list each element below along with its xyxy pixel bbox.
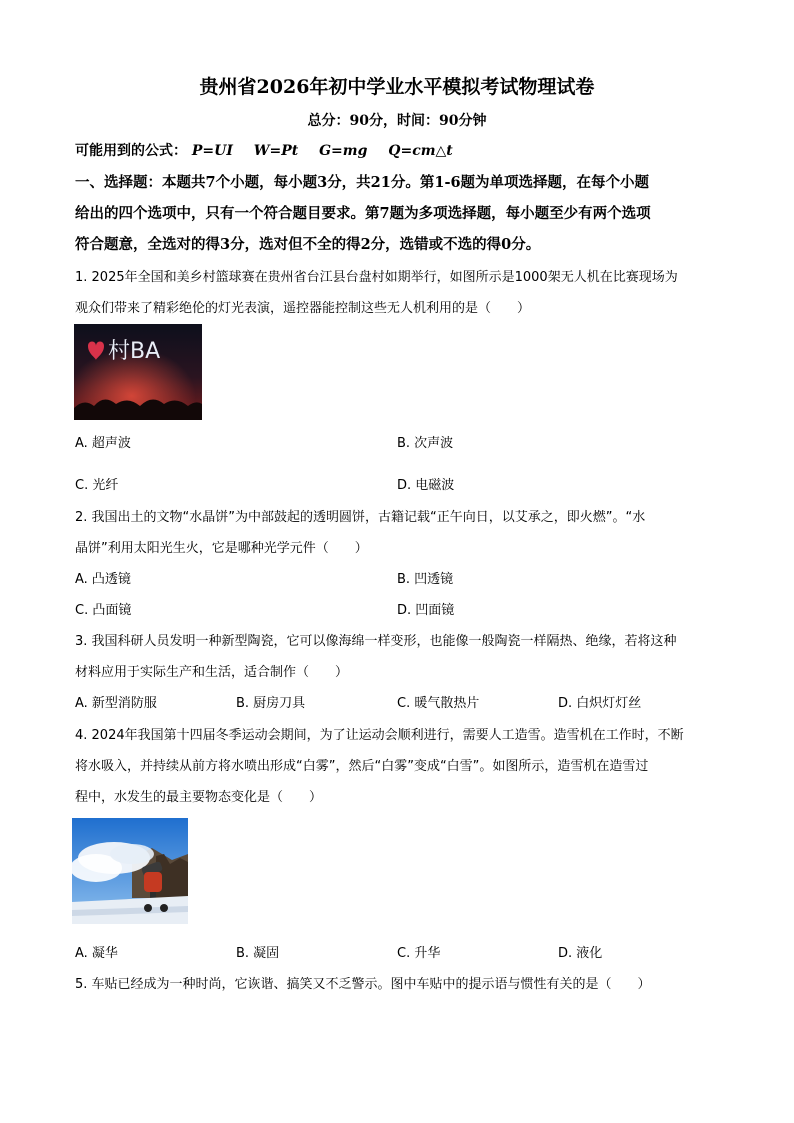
q3-option-d[interactable]: D. 白炽灯灯丝	[558, 696, 642, 711]
q1-option-d[interactable]: D. 电磁波	[397, 478, 455, 493]
q4-option-c[interactable]: C. 升华	[397, 946, 441, 961]
q2-option-b[interactable]: B. 凹透镜	[397, 572, 454, 587]
drone-show-image	[74, 324, 202, 420]
formula-work: W=Pt	[253, 143, 299, 159]
q3-option-a[interactable]: A. 新型消防服	[75, 696, 157, 711]
q4-line3: 程中，水发生的最主要物态变化是（ ）	[75, 790, 323, 805]
q3-option-c[interactable]: C. 暖气散热片	[397, 696, 480, 711]
q4-line2: 将水吸入，并持续从前方将水喷出形成“白雾”，然后“白雾”变成“白雪”。如图所示，造雪机在造雪过	[75, 759, 649, 774]
q2-line2: 晶饼”利用太阳光生火，它是哪种光学元件（ ）	[75, 541, 368, 556]
q2-option-c[interactable]: C. 凸面镜	[75, 603, 132, 618]
formula-line	[75, 140, 469, 160]
q1-option-c[interactable]: C. 光纤	[75, 478, 119, 493]
formula-gravity: G=mg	[319, 143, 368, 159]
q2-line1: 2. 我国出土的文物“水晶饼”为中部鼓起的透明圆饼，古籍记载“正午向日，以艾承之，即火燃”。“水	[75, 510, 646, 525]
q3-line2: 材料应用于实际生产和生活，适合制作（ ）	[75, 665, 349, 680]
drone-show-text: 村BA	[108, 339, 161, 364]
q1-option-b[interactable]: B. 次声波	[397, 436, 454, 451]
q5-line1: 5. 车贴已经成为一种时尚，它诙谐、搞笑又不乏警示。图中车贴中的提示语与惯性有关的是（ ）	[75, 977, 651, 992]
q2-option-d[interactable]: D. 凹面镜	[397, 603, 455, 618]
q4-option-a[interactable]: A. 凝华	[75, 946, 118, 961]
exam-subtitle: 总分：90分，时间：90分钟	[307, 113, 487, 129]
q1-option-a[interactable]: A. 超声波	[75, 436, 131, 451]
q1-line1: 1. 2025年全国和美乡村篮球赛在贵州省台江县台盘村如期举行，如图所示是1000架无人机在比赛现场为	[75, 270, 678, 285]
q3-option-b[interactable]: B. 厨房刀具	[236, 696, 306, 711]
formula-heat: Q=cm△t	[388, 143, 453, 159]
q3-line1: 3. 我国科研人员发明一种新型陶瓷，它可以像海绵一样变形，也能像一般陶瓷一样隔热、绝缘，若将这种	[75, 634, 677, 649]
section1-line3: 符合题意，全选对的得3分，选对但不全的得2分，选错或不选的得0分。	[75, 236, 541, 253]
exam-title: 贵州省2026年初中学业水平模拟考试物理试卷	[199, 76, 595, 98]
q4-line1: 4. 2024年我国第十四届冬季运动会期间，为了让运动会顺利进行，需要人工造雪。造雪机在工作时，不断	[75, 728, 684, 743]
q1-line2: 观众们带来了精彩绝伦的灯光表演，遥控器能控制这些无人机利用的是（ ）	[75, 301, 531, 316]
snow-machine-image	[72, 818, 188, 924]
formula-power: P=UI	[191, 143, 233, 159]
q4-option-b[interactable]: B. 凝固	[236, 946, 280, 961]
q2-option-a[interactable]: A. 凸透镜	[75, 572, 131, 587]
section1-line2: 给出的四个选项中，只有一个符合题目要求。第7题为多项选择题，每小题至少有两个选项	[75, 205, 651, 222]
formula-label: 可能用到的公式：	[75, 143, 187, 159]
section1-line1: 一、选择题：本题共7个小题，每小题3分，共21分。第1-6题为单项选择题，在每个小题	[75, 174, 650, 191]
q4-option-d[interactable]: D. 液化	[558, 946, 603, 961]
